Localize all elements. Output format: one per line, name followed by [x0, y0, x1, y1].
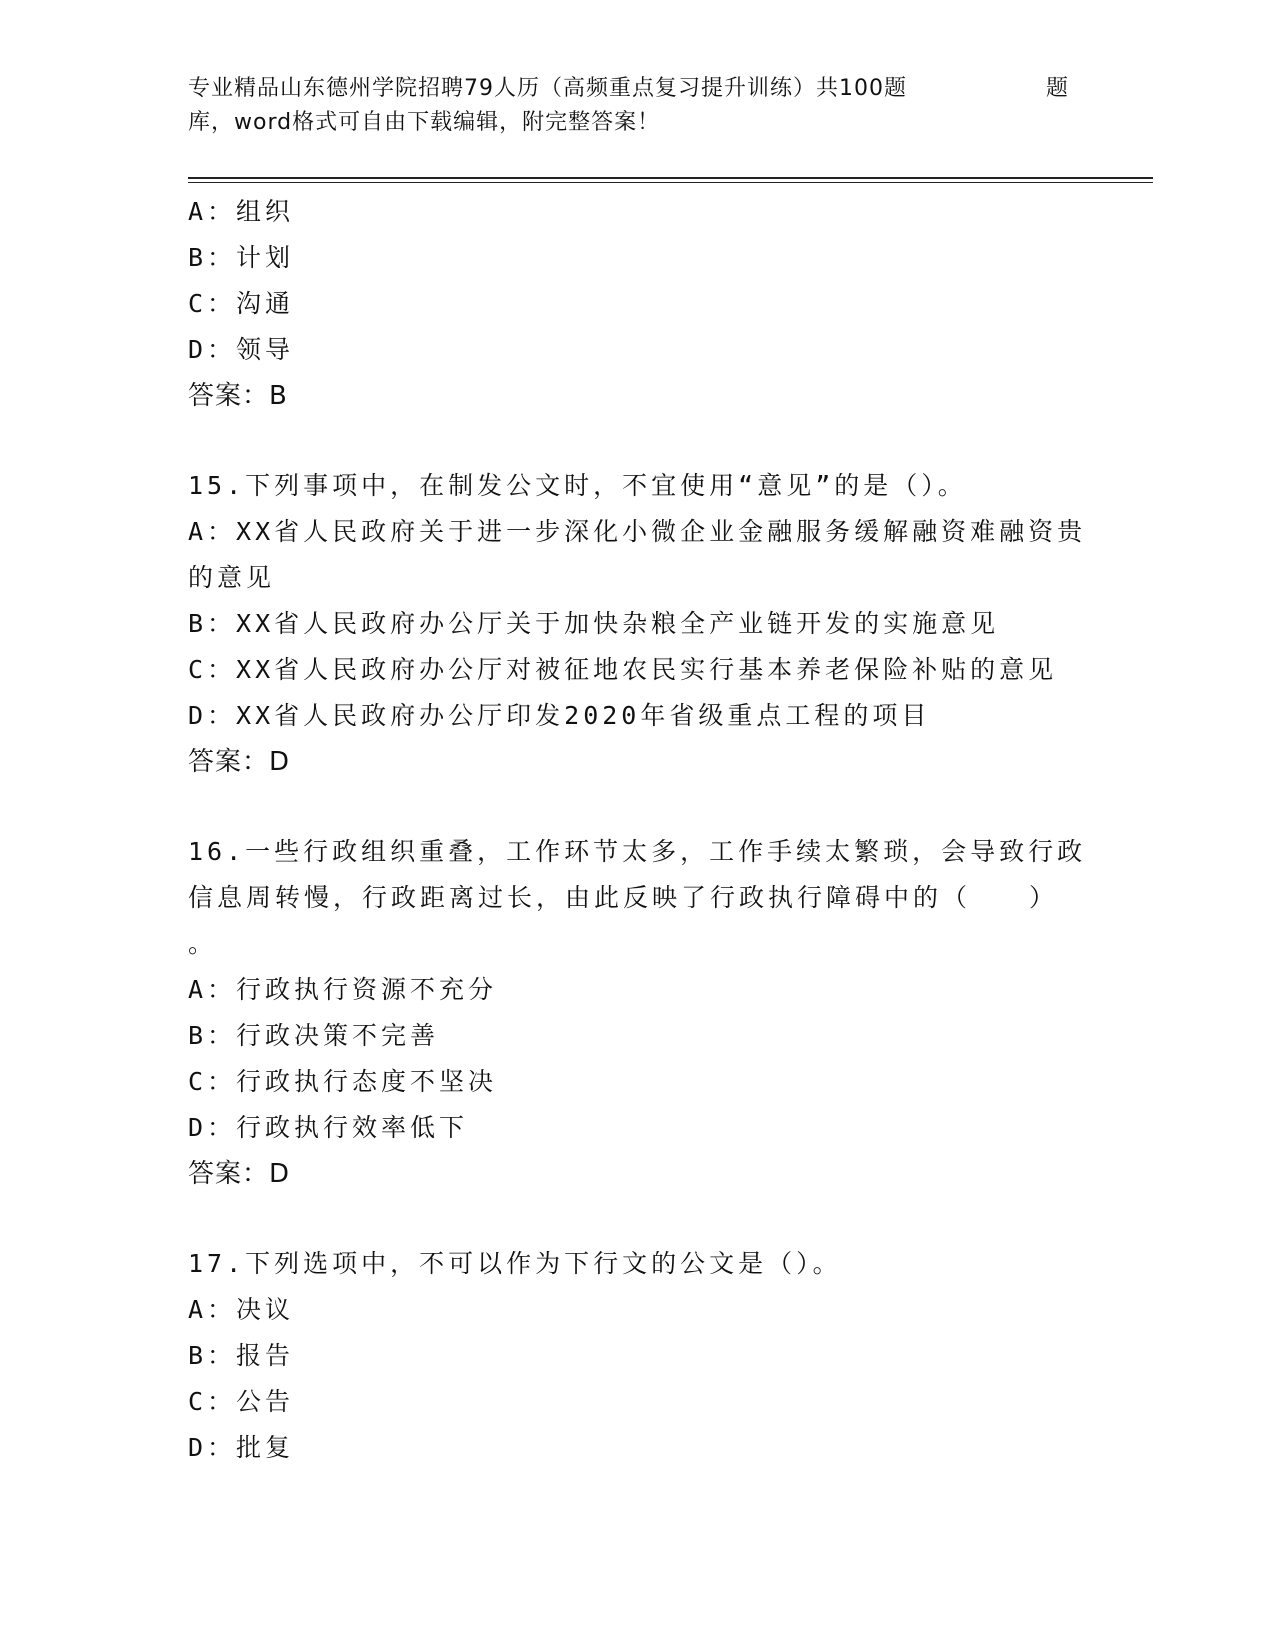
option-b: B：XX省人民政府办公厅关于加快杂粮全产业链开发的实施意见 [188, 609, 1000, 638]
question-16 [188, 829, 1088, 1197]
option-b: B：计划 [188, 243, 295, 272]
option-a: A：组织 [188, 197, 295, 226]
option-a: A：XX省人民政府关于进一步深化小微企业金融服务缓解融资难融资贵 [188, 517, 1087, 546]
question-stem: 15.下列事项中，在制发公文时，不宜使用“意见”的是（）。 [188, 471, 967, 500]
option-a-continued: 的意见 [188, 563, 276, 592]
option-a: A：行政执行资源不充分 [188, 975, 498, 1004]
header-title-tail: 题 [1046, 76, 1070, 101]
header-rule-thick [188, 177, 1153, 179]
spacer [188, 419, 1088, 463]
option-d: D：批复 [188, 1433, 295, 1462]
question-stem-line-2: 信息周转慢，行政距离过长，由此反映了行政执行障碍中的（ ） [188, 883, 1059, 912]
header-rule-thin [188, 182, 1153, 183]
option-c: C：沟通 [188, 289, 295, 318]
question-stem: 17.下列选项中，不可以作为下行文的公文是（）。 [188, 1249, 842, 1278]
answer-line: 答案：D [188, 747, 291, 777]
option-c: C：公告 [188, 1387, 295, 1416]
question-stem-line-1: 16.一些行政组织重叠，工作环节太多，工作手续太繁琐，会导致行政 [188, 837, 1087, 866]
answer-line: 答案：B [188, 381, 288, 411]
spacer [188, 785, 1088, 829]
option-c: C：XX省人民政府办公厅对被征地农民实行基本养老保险补贴的意见 [188, 655, 1058, 684]
document-header [188, 72, 1068, 140]
option-d: D：XX省人民政府办公厅印发2020年省级重点工程的项目 [188, 701, 931, 730]
header-line-2: 库，word格式可自由下载编辑，附完整答案！ [188, 110, 661, 135]
option-c: C：行政执行态度不坚决 [188, 1067, 498, 1096]
question-stem-line-3: 。 [188, 929, 218, 958]
option-a: A：决议 [188, 1295, 295, 1324]
spacer [188, 1197, 1088, 1241]
option-b: B：行政决策不完善 [188, 1021, 440, 1050]
option-d: D：行政执行效率低下 [188, 1113, 469, 1142]
question-15 [188, 463, 1088, 785]
option-b: B：报告 [188, 1341, 295, 1370]
question-content [188, 189, 1088, 1471]
header-line-1 [188, 72, 1068, 106]
question-17 [188, 1241, 1088, 1471]
header-title: 专业精品山东德州学院招聘79人历（高频重点复习提升训练）共100题 [188, 76, 907, 101]
question-14 [188, 189, 1088, 419]
answer-line: 答案：D [188, 1159, 291, 1189]
option-d: D：领导 [188, 335, 295, 364]
